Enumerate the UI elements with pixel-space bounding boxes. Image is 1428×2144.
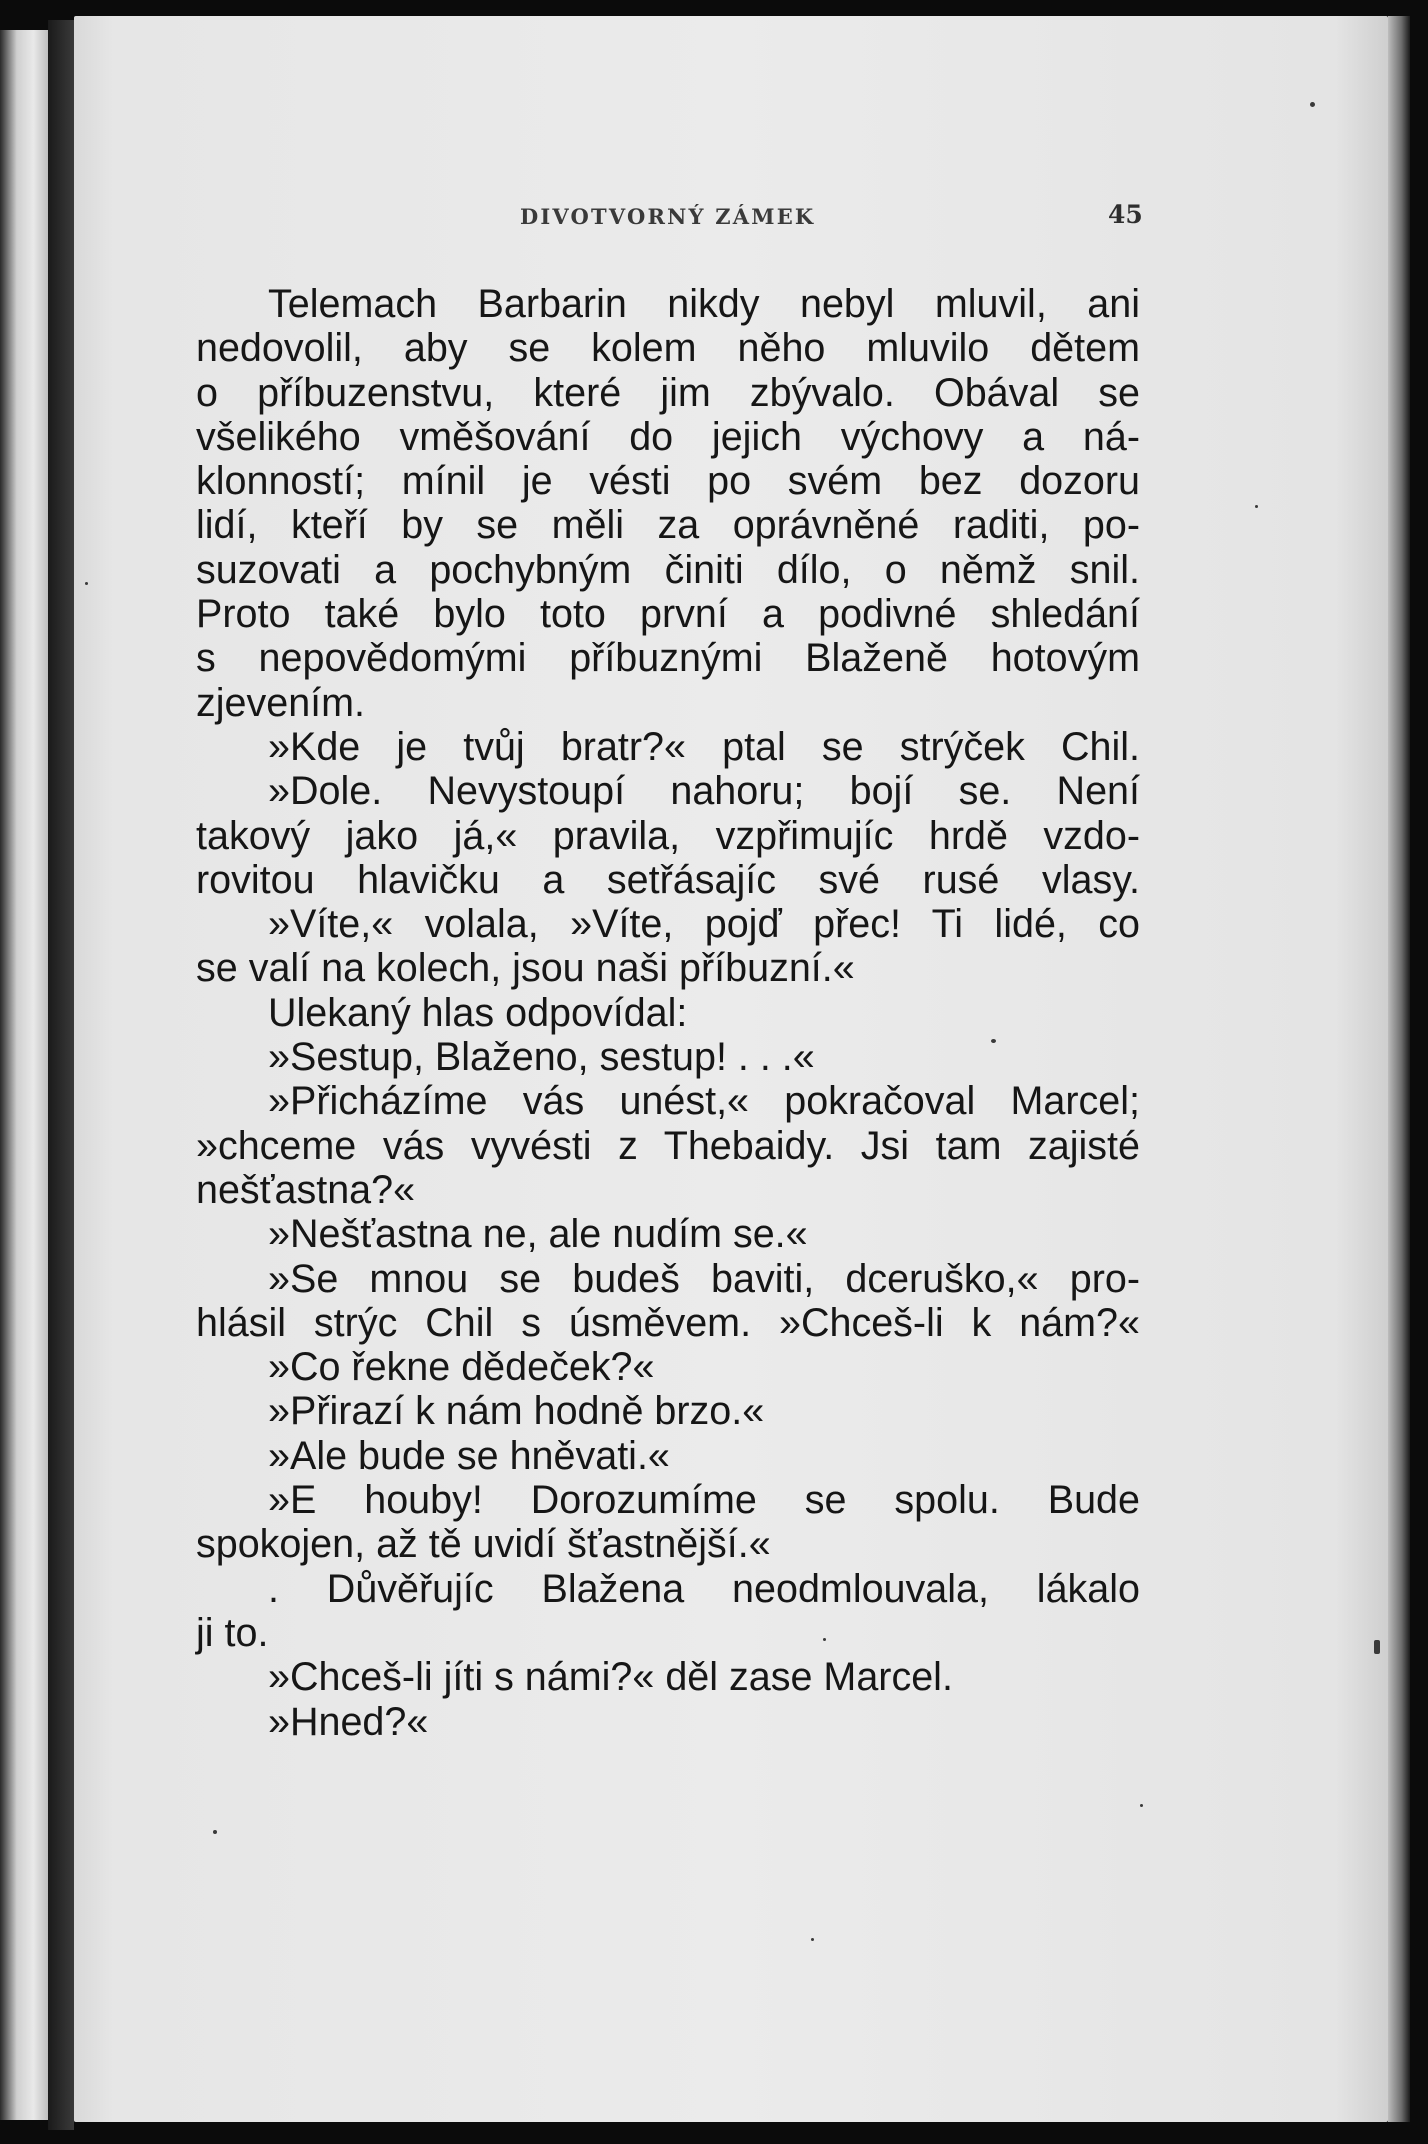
text-line: »Ale bude se hněvati.«: [268, 1433, 670, 1478]
text-line: »Kde je tvůj bratr?« ptal se strýček Chil.: [268, 724, 1140, 769]
text-line: »Nešťastna ne, ale nudím se.«: [268, 1212, 808, 1257]
scan-speck: [213, 1830, 217, 1834]
text-line: »Dole. Nevystoupí nahoru; bojí se. Není: [268, 769, 1140, 814]
scan-speck: [85, 582, 88, 585]
text-line: Telemach Barbarin nikdy nebyl mluvil, ani: [268, 282, 1140, 326]
text-line: zjevením.: [196, 680, 366, 725]
text-line: spokojen, až tě uvidí šťastnější.«: [196, 1522, 771, 1567]
text-line: »Se mnou se budeš baviti, dceruško,« pro-: [268, 1256, 1140, 1301]
text-line: ji to.: [196, 1610, 269, 1655]
text-line: nešťastna?«: [196, 1167, 416, 1212]
text-line: rovitou hlavičku a setřásajíc své rusé vlasy.: [196, 857, 1140, 902]
text-line: klonností; mínil je vésti po svém bez dozoru: [196, 459, 1140, 504]
scan-speck: [1310, 102, 1315, 107]
text-line: všelikého vměšování do jejich výchovy a ná-: [196, 414, 1140, 459]
running-title: DIVOTVORNÝ ZÁMEK: [520, 204, 816, 229]
text-line: »chceme vás vyvésti z Thebaidy. Jsi tam zajisté: [196, 1123, 1140, 1168]
text-line: Proto také bylo toto první a podivné shledání: [196, 592, 1140, 637]
text-line: »Přirazí k nám hodně brzo.«: [268, 1389, 765, 1434]
book-gutter: [48, 20, 74, 2130]
text-line: suzovati a pochybným činiti dílo, o němž snil.: [196, 547, 1140, 592]
text-line: »Co řekne dědeček?«: [268, 1345, 655, 1390]
scan-speck: [1255, 505, 1258, 508]
text-line: o příbuzenstvu, které jim zbývalo. Obával se: [196, 370, 1140, 415]
text-line: »Přicházíme vás unést,« pokračoval Marcel;: [268, 1079, 1140, 1124]
text-line: »Sestup, Blaženo, sestup! . . .«: [268, 1035, 815, 1080]
text-line: lidí, kteří by se měli za oprávněné raditi, po-: [196, 503, 1140, 548]
text-line: »E houby! Dorozumíme se spolu. Bude: [268, 1478, 1140, 1523]
scan-speck: [811, 1938, 814, 1941]
text-line: Ulekaný hlas odpovídal:: [268, 990, 688, 1035]
text-line: »Víte,« volala, »Víte, pojď přec! Ti lidé, co: [268, 902, 1140, 947]
text-line: »Chceš-li jíti s námi?« děl zase Marcel.: [268, 1655, 953, 1700]
text-line: se valí na kolech, jsou naši příbuzní.«: [196, 946, 855, 991]
body-text: [196, 282, 1140, 1744]
running-header: [0, 200, 1428, 240]
text-line: »Hned?«: [268, 1699, 429, 1744]
text-line: . Důvěřujíc Blažena neodmlouvala, lákalo: [268, 1566, 1140, 1611]
page-number: 45: [1108, 200, 1143, 229]
text-line: nedovolil, aby se kolem něho mluvilo dětem: [196, 326, 1140, 371]
text-line: s nepovědomými příbuznými Blaženě hotovým: [196, 636, 1140, 681]
scan-speck: [823, 1638, 826, 1641]
scan-speck: [1374, 1640, 1380, 1654]
text-line: hlásil strýc Chil s úsměvem. »Chceš-li k nám?«: [196, 1300, 1140, 1345]
previous-page-edge: [0, 30, 48, 2120]
page-right-edge: [1388, 16, 1410, 2122]
scan-speck: [1140, 1804, 1143, 1807]
text-line: takový jako já,« pravila, vzpřimujíc hrdě vzdo-: [196, 813, 1140, 858]
scan-speck: [991, 1039, 996, 1043]
